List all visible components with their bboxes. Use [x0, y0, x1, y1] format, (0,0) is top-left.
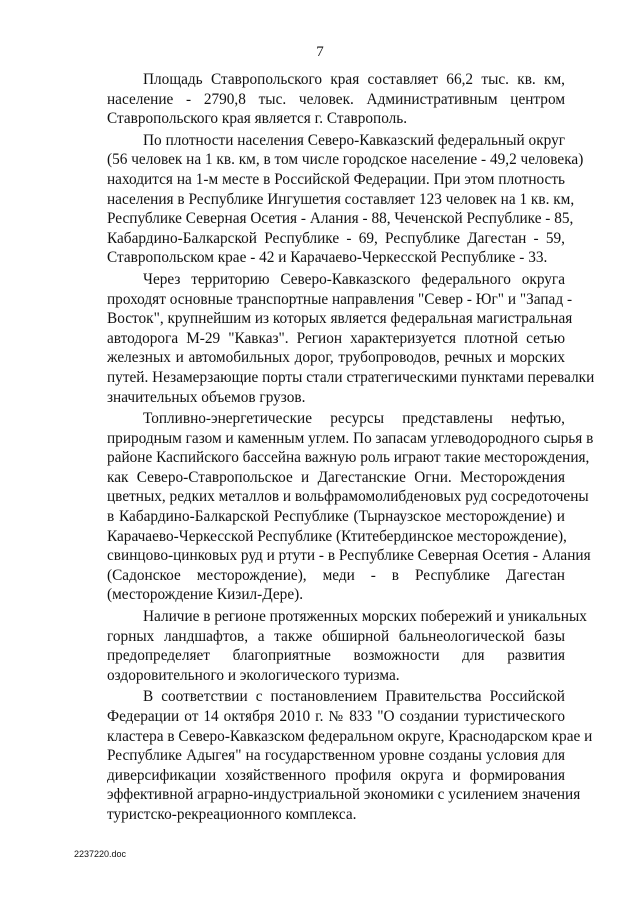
- paragraph-line: горных ландшафтов, а также обширной бальнеологической базы: [107, 627, 565, 645]
- paragraph-line: населения в Республике Ингушетия составляет 123 человек на 1 кв. км,: [107, 190, 575, 208]
- paragraph-line: (месторождение Кизил-Дере).: [107, 586, 304, 604]
- paragraph-line: в Кабардино-Балкарской Республике (Тырнаузское месторождение) и: [107, 508, 565, 526]
- footer-filename: 2237220.doc: [74, 849, 127, 859]
- paragraph-line: значительных объемов грузов.: [107, 388, 306, 406]
- paragraph-line: Карачаево-Черкесской Республике (Ктитебердинское месторождение),: [107, 527, 567, 545]
- paragraph-line: Наличие в регионе протяженных морских побережий и уникальных: [143, 608, 587, 626]
- paragraph-line: диверсификации хозяйственного профиля округа и формирования: [107, 766, 565, 784]
- paragraph-line: Ставропольского края является г. Ставрополь.: [107, 110, 408, 128]
- paragraph-line: свинцово-цинковых руд и ртути - в Республике Северная Осетия - Алания: [107, 547, 591, 565]
- paragraph-line: Кабардино-Балкарской Республике - 69, Республике Дагестан - 59,: [107, 229, 565, 247]
- paragraph-line: как Северо-Ставропольское и Дагестанские Огни. Месторождения: [107, 468, 565, 486]
- paragraph-line: Республике Адыгея" на государственном уровне созданы условия для: [107, 747, 565, 765]
- paragraph: [107, 270, 595, 407]
- paragraph-line: предопределяет благоприятные возможности для развития: [107, 647, 565, 665]
- paragraph-line: находится на 1-м месте в Российской Федерации. При этом плотность: [107, 170, 565, 188]
- paragraph-line: цветных, редких металлов и вольфрамомолибденовых руд сосредоточены: [107, 488, 589, 506]
- paragraph-line: автодорога М-29 "Кавказ". Регион характеризуется плотной сетью: [107, 329, 565, 347]
- paragraph-line: По плотности населения Северо-Кавказский федеральный округ: [143, 131, 565, 149]
- paragraph-line: Через территорию Северо-Кавказского федерального округа: [143, 270, 565, 288]
- paragraph-line: эффективной аграрно-индустриальной экономики с усилением значения: [107, 786, 581, 804]
- paragraph-line: Восток", крупнейшим из которых является федеральная магистральная: [107, 310, 573, 328]
- paragraph-line: районе Каспийского бассейна важную роль играют такие месторождения,: [107, 449, 590, 467]
- paragraph: [107, 687, 593, 824]
- paragraph-line: Ставропольском крае - 42 и Карачаево-Черкесской Республике - 33.: [107, 249, 548, 267]
- paragraph: [107, 131, 584, 268]
- paragraph-line: проходят основные транспортные направления "Север - Юг" и "Запад -: [107, 290, 573, 308]
- paragraph: [107, 607, 587, 685]
- paragraph-line: (56 человек на 1 кв. км, в том числе городское население - 49,2 человека): [107, 151, 584, 169]
- paragraph-line: туристско-рекреационного комплекса.: [107, 805, 357, 823]
- paragraph-line: Республике Северная Осетия - Алания - 88, Чеченской Республике - 85,: [107, 210, 574, 228]
- paragraph-line: В соответствии с постановлением Правительства Российской: [143, 688, 565, 706]
- paragraph-line: население - 2790,8 тыс. человек. Административным центром: [107, 90, 565, 108]
- paragraph-line: оздоровительного и экологического туризма.: [107, 666, 400, 684]
- paragraph-line: природным газом и каменным углем. По запасам углеводородного сырья в: [107, 429, 594, 447]
- paragraph: [107, 70, 565, 129]
- paragraph-line: Площадь Ставропольского края составляет 66,2 тыс. кв. км,: [143, 71, 565, 88]
- paragraph-line: кластера в Северо-Кавказском федеральном округе, Краснодарском крае и: [107, 727, 593, 745]
- document-body: [107, 70, 595, 827]
- paragraph: [107, 409, 594, 605]
- paragraph-line: Федерации от 14 октября 2010 г. № 833 "О создании туристического: [107, 708, 565, 725]
- paragraph-line: (Садонское месторождение), меди - в Республике Дагестан: [107, 566, 565, 584]
- paragraph-line: железных и автомобильных дорог, трубопроводов, речных и морских: [107, 349, 565, 367]
- page-number: 7: [316, 44, 324, 60]
- paragraph-line: Топливно-энергетические ресурсы представлены нефтью,: [143, 410, 565, 428]
- paragraph-line: путей. Незамерзающие порты стали стратегическими пунктами перевалки: [107, 368, 595, 386]
